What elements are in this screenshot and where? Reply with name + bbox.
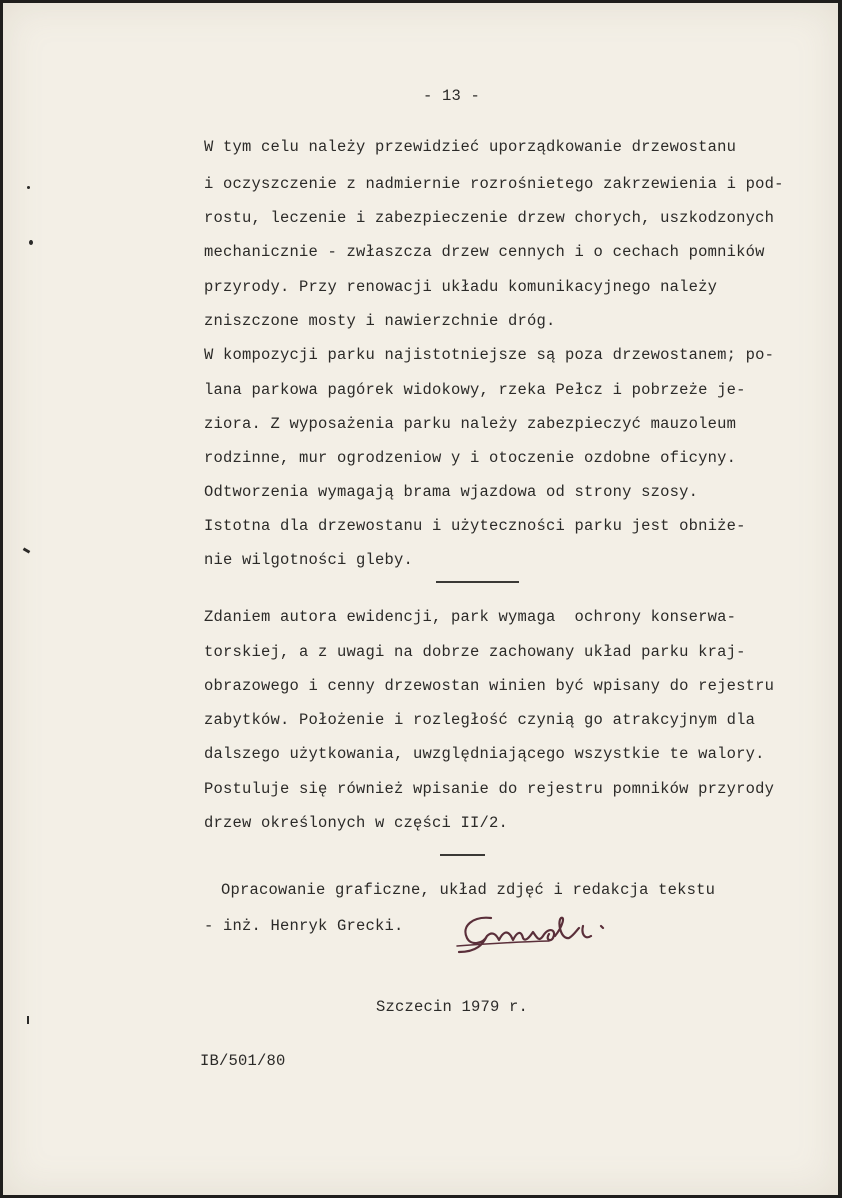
paragraph1-line-11: Odtworzenia wymagają brama wjazdowa od strony szosy. [204,483,699,501]
paragraph2-line-6: Postuluje się również wpisanie do rejestru pomników przyrody [204,780,775,798]
paragraph1-line-5: przyrody. Przy renowacji układu komunikacyjnego należy [204,278,718,296]
paragraph2-line-3: obrazowego i cenny drzewostan winien być wpisany do rejestru [204,677,775,695]
paragraph1-line-8: lana parkowa pagórek widokowy, rzeka Pełcz i pobrzeże je- [204,381,746,399]
section-divider-1 [436,581,519,583]
paragraph1-line-2: i oczyszczenie z nadmiernie rozrośnietego zakrzewienia i pod- [204,175,784,193]
paragraph2-line-1: Zdaniem autora ewidencji, park wymaga ochrony konserwa- [204,608,737,626]
paragraph1-line-3: rostu, leczenie i zabezpieczenie drzew chorych, uszkodzonych [204,209,775,227]
page-number: - 13 - [423,87,481,105]
section-divider-2 [440,854,485,856]
credits-line-2: - inż. Henryk Grecki. [204,917,404,935]
paragraph1-line-9: ziora. Z wyposażenia parku należy zabezpieczyć mauzoleum [204,415,737,433]
paragraph2-line-2: torskiej, a z uwagi na dobrze zachowany układ parku kraj- [204,643,746,661]
paragraph2-line-5: dalszego użytkowania, uwzględniającego wszystkie te walory. [204,745,765,763]
paragraph1-line-13: nie wilgotności gleby. [204,551,414,569]
margin-mark-2 [29,240,33,245]
handwritten-signature-icon [453,908,633,958]
margin-mark-1 [27,186,30,189]
paragraph1-line-12: Istotna dla drzewostanu i użyteczności parku jest obniże- [204,517,746,535]
paragraph1-line-7: W kompozycji parku najistotniejsze są poza drzewostanem; po- [204,346,775,364]
paragraph2-line-7: drzew określonych w części II/2. [204,814,509,832]
paragraph2-line-4: zabytków. Położenie i rozległość czynią go atrakcyjnym dla [204,711,756,729]
document-reference: IB/501/80 [200,1052,286,1070]
margin-mark-3 [23,547,31,553]
margin-mark-4 [27,1016,29,1024]
paragraph1-line-4: mechanicznie - zwłaszcza drzew cennych i o cechach pomników [204,243,765,261]
paragraph1-line-6: zniszczone mosty i nawierzchnie dróg. [204,312,556,330]
paragraph1-line-10: rodzinne, mur ogrodzeniow y i otoczenie ozdobne oficyny. [204,449,737,467]
credits-line-1: Opracowanie graficzne, układ zdjęć i redakcja tekstu [221,881,716,899]
document-page [3,3,838,1195]
place-date: Szczecin 1979 r. [376,998,529,1016]
paragraph1-line-1: W tym celu należy przewidzieć uporządkowanie drzewostanu [204,138,737,156]
